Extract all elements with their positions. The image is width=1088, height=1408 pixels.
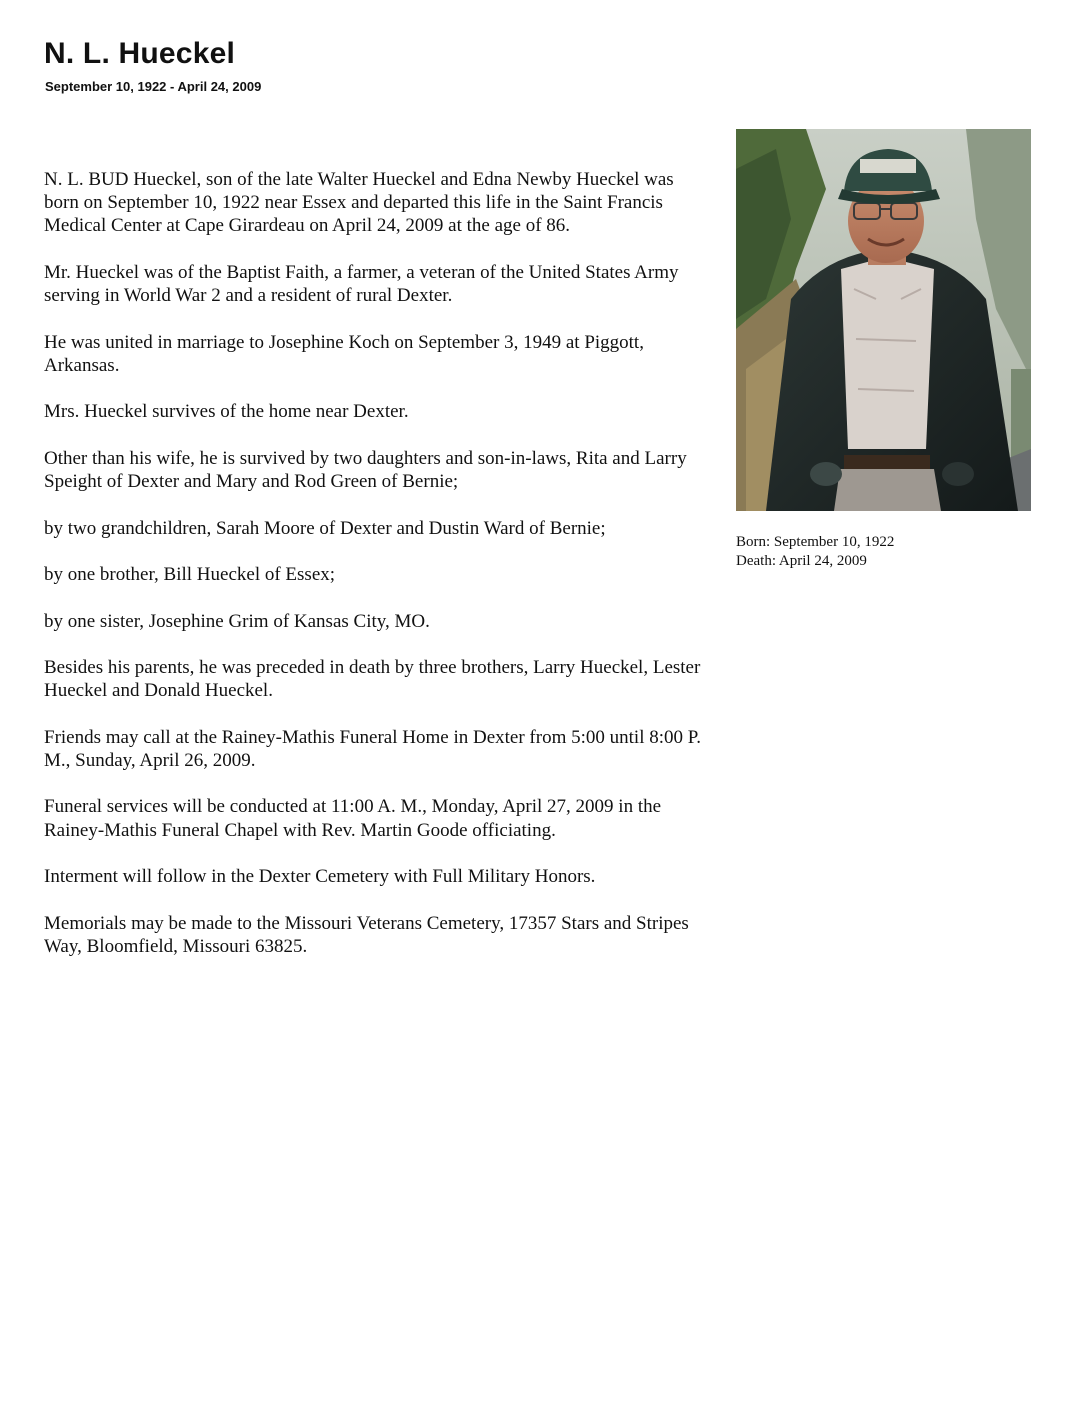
paragraph: Memorials may be made to the Missouri Veterans Cemetery, 17357 Stars and Stripes Way, Bloomfield, Missouri 63825. (44, 912, 689, 957)
paragraph: Interment will follow in the Dexter Cemetery with Full Military Honors. (44, 866, 596, 888)
paragraph: by one sister, Josephine Grim of Kansas City, MO. (44, 610, 430, 632)
paragraph: Besides his parents, he was preceded in death by three brothers, Larry Hueckel, Lester Hueckel and Donald Hueckel. (44, 657, 701, 702)
paragraph: by one brother, Bill Hueckel of Essex; (44, 564, 336, 586)
paragraph: Mrs. Hueckel survives of the home near Dexter. (44, 401, 409, 423)
page-title: N. L. Hueckel (44, 37, 235, 70)
paragraph: by two grandchildren, Sarah Moore of Dexter and Dustin Ward of Bernie; (44, 517, 606, 539)
obituary-body (44, 168, 704, 981)
portrait-photo (736, 129, 1031, 511)
paragraph: He was united in marriage to Josephine Koch on September 3, 1949 at Piggott, Arkansas. (44, 331, 644, 376)
portrait-photo-icon (736, 129, 1031, 511)
paragraph: Friends may call at the Rainey-Mathis Funeral Home in Dexter from 5:00 until 8:00 P. M., Sunday, April 26, 2009. (44, 726, 701, 771)
paragraph: Mr. Hueckel was of the Baptist Faith, a farmer, a veteran of the United States Army serving in World War 2 and a resident of rural Dexter. (44, 261, 679, 307)
paragraph: N. L. BUD Hueckel, son of the late Walter Hueckel and Edna Newby Hueckel was born on September 10, 1922 near Essex and departed this life in the Saint Francis Medical Center at Cape Girardeau on April 24, 2009 at the age of 86. (44, 169, 674, 237)
paragraph: Funeral services will be conducted at 11:00 A. M., Monday, April 27, 2009 in the Rainey-Mathis Funeral Chapel with Rev. Martin Goode officiating. (44, 796, 662, 841)
caption-death: Death: April 24, 2009 (736, 553, 867, 569)
life-dates: September 10, 1922 - April 24, 2009 (45, 79, 262, 94)
caption-born: Born: September 10, 1922 (736, 534, 895, 550)
paragraph: Other than his wife, he is survived by two daughters and son-in-laws, Rita and Larry Speight of Dexter and Mary and Rod Green of Bernie; (44, 447, 687, 493)
photo-caption (736, 533, 894, 571)
